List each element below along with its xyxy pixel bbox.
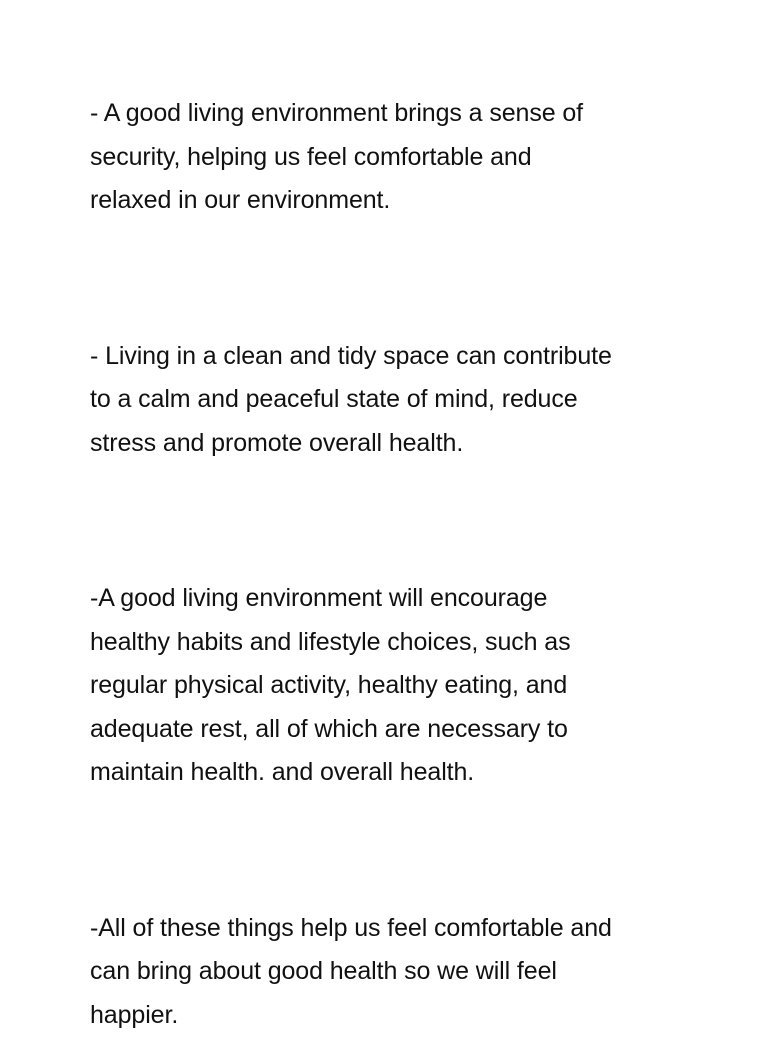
paragraph-line: regular physical activity, healthy eating, and xyxy=(90,664,690,708)
paragraph-line: adequate rest, all of which are necessary to xyxy=(90,708,690,752)
paragraph-line: healthy habits and lifestyle choices, such as xyxy=(90,621,690,665)
paragraph-line: relaxed in our environment. xyxy=(90,179,690,223)
paragraph-line: can bring about good health so we will feel xyxy=(90,950,690,994)
paragraph-clean-space xyxy=(90,335,690,466)
paragraph-line: -A good living environment will encourage xyxy=(90,577,690,621)
paragraph-line: security, helping us feel comfortable and xyxy=(90,136,690,180)
paragraph-line: to a calm and peaceful state of mind, reduce xyxy=(90,378,690,422)
paragraph-line: stress and promote overall health. xyxy=(90,422,690,466)
paragraph-line: happier. xyxy=(90,994,690,1037)
paragraph-security xyxy=(90,92,690,223)
paragraph-line: - A good living environment brings a sense of xyxy=(90,92,690,136)
document-body xyxy=(90,92,690,1037)
paragraph-line: maintain health. and overall health. xyxy=(90,751,690,795)
paragraph-conclusion xyxy=(90,907,690,1037)
paragraph-line: - Living in a clean and tidy space can contribute xyxy=(90,335,690,379)
paragraph-line: -All of these things help us feel comfortable and xyxy=(90,907,690,951)
paragraph-healthy-habits xyxy=(90,577,690,795)
